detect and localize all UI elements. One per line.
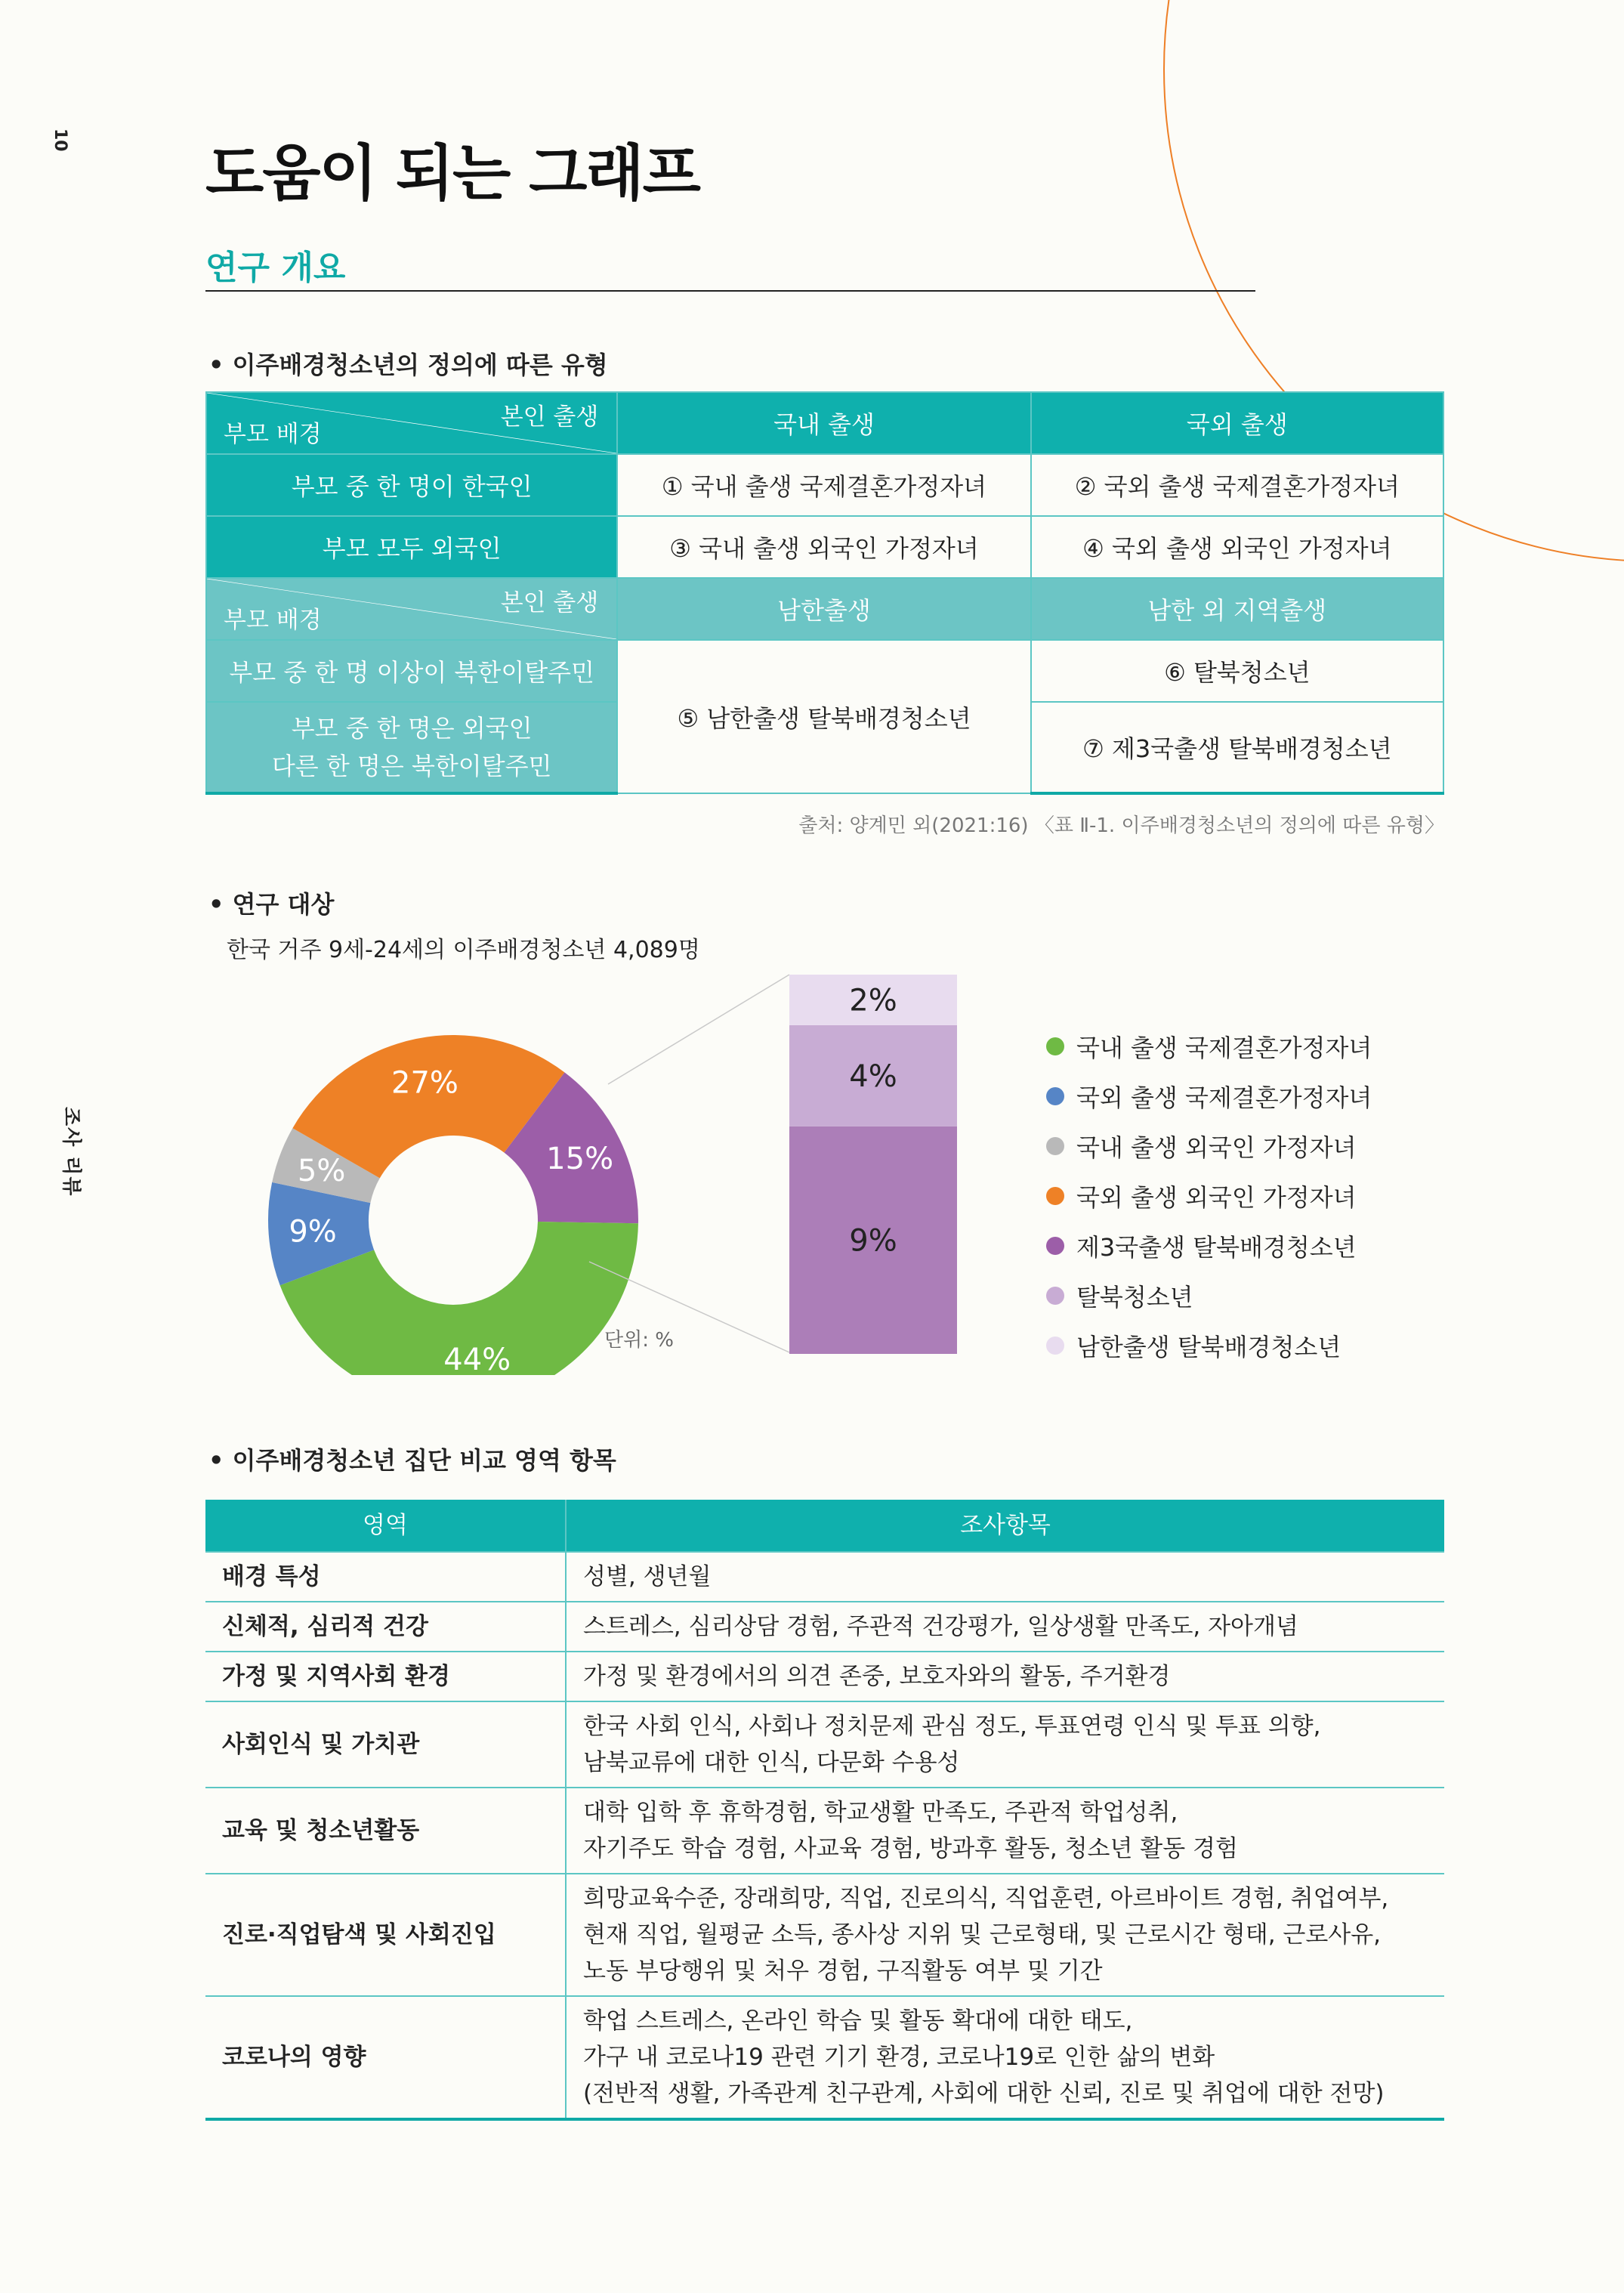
items-line: 노동 부당행위 및 처우 경험, 구직활동 여부 및 기간 [583, 1958, 1103, 1985]
items-cell [566, 1701, 1444, 1788]
legend-label: 국내 출생 국제결혼가정자녀 [1076, 1034, 1372, 1062]
legend-item [1046, 1021, 1372, 1071]
items-line: 성별, 생년월 [583, 1563, 712, 1590]
bar-segment-label: 2% [849, 983, 897, 1018]
items-line: 대학 입학 후 휴학경험, 학교생활 만족도, 주관적 학업성취, [583, 1799, 1178, 1826]
items-line: 남북교류에 대한 인식, 다문화 수용성 [583, 1749, 960, 1776]
legend-swatch [1046, 1237, 1064, 1255]
donut-slice-label: 9% [289, 1214, 337, 1250]
items-line: 희망교육수준, 장래희망, 직업, 진로의식, 직업훈련, 아르바이트 경험, 취업여부, [583, 1885, 1389, 1912]
table-row [205, 1652, 1444, 1701]
legend-swatch [1046, 1087, 1064, 1105]
col-header-domestic: 국내 출생 [617, 392, 1030, 454]
types-heading: • 이주배경청소년의 정의에 따른 유형 [208, 346, 608, 381]
table-row [205, 1701, 1444, 1788]
col-header-items: 조사항목 [566, 1500, 1444, 1552]
corner-top-label: 본인 출생 [500, 589, 599, 617]
compare-table [205, 1500, 1444, 2121]
area-cell: 배경 특성 [205, 1552, 566, 1602]
donut-breakdown-chart [0, 952, 1624, 1375]
chart-legend [1046, 1021, 1372, 1371]
unit-label: 단위: % [604, 1329, 674, 1352]
types-table [205, 391, 1444, 795]
bar-segment-label: 4% [849, 1058, 897, 1094]
corner-bottom-label: 부모 배경 [224, 421, 322, 448]
legend-label: 국내 출생 외국인 가정자녀 [1076, 1133, 1357, 1162]
items-line: 학업 스트레스, 온라인 학습 및 활동 확대에 대한 태도, [583, 2007, 1133, 2035]
legend-item [1046, 1171, 1372, 1221]
items-line: 가정 및 환경에서의 의견 존중, 보호자와의 활동, 주거환경 [583, 1663, 1171, 1690]
items-cell [566, 1552, 1444, 1602]
col-header-south-born: 남한출생 [617, 578, 1030, 640]
target-description: 한국 거주 9세-24세의 이주배경청소년 4,089명 [227, 937, 700, 963]
compare-heading: • 이주배경청소년 집단 비교 영역 항목 [208, 1442, 616, 1476]
side-section-label: 조사 리뷰 [60, 1107, 82, 1197]
legend-label: 국외 출생 외국인 가정자녀 [1076, 1183, 1357, 1212]
area-cell: 신체적, 심리적 건강 [205, 1602, 566, 1652]
target-heading: • 연구 대상 [208, 885, 334, 920]
page-title: 도움이 되는 그래프 [205, 138, 699, 209]
legend-swatch [1046, 1037, 1064, 1055]
bar-segment-label: 9% [849, 1223, 897, 1259]
table-cell: ⑦ 제3국출생 탈북배경청소년 [1031, 702, 1443, 793]
items-line: (전반적 생활, 가족관계 친구관계, 사회에 대한 신뢰, 진로 및 취업에 대한 전망) [583, 2080, 1385, 2107]
area-cell: 교육 및 청소년활동 [205, 1788, 566, 1874]
area-cell: 진로·직업탐색 및 사회진입 [205, 1874, 566, 1996]
col-header-overseas: 국외 출생 [1031, 392, 1443, 454]
table-cell: ④ 국외 출생 외국인 가정자녀 [1031, 516, 1443, 578]
table-cell: ⑤ 남한출생 탈북배경청소년 [617, 640, 1030, 793]
table-cell: ② 국외 출생 국제결혼가정자녀 [1031, 454, 1443, 516]
items-cell [566, 1788, 1444, 1874]
area-cell: 코로나의 영향 [205, 1996, 566, 2119]
section-title: 연구 개요 [205, 249, 346, 287]
legend-swatch [1046, 1337, 1064, 1355]
items-cell [566, 1602, 1444, 1652]
items-cell [566, 1652, 1444, 1701]
corner-top-label: 본인 출생 [500, 403, 599, 431]
items-line: 스트레스, 심리상담 경험, 주관적 건강평가, 일상생활 만족도, 자아개념 [583, 1613, 1298, 1640]
section-divider [205, 290, 1255, 292]
legend-item [1046, 1271, 1372, 1321]
area-cell: 사회인식 및 가치관 [205, 1701, 566, 1788]
row-label-line: 다른 한 명은 북한이탈주민 [271, 752, 552, 780]
table-cell: ⑥ 탈북청소년 [1031, 640, 1443, 702]
corner-bottom-label: 부모 배경 [224, 607, 322, 634]
items-cell [566, 1874, 1444, 1996]
items-line: 한국 사회 인식, 사회나 정치문제 관심 정도, 투표연령 인식 및 투표 의향, [583, 1713, 1321, 1740]
table-row [205, 1874, 1444, 1996]
row-label: 부모 중 한 명 이상이 북한이탈주민 [206, 640, 617, 702]
page-number: 10 [51, 128, 69, 152]
legend-swatch [1046, 1287, 1064, 1305]
items-line: 가구 내 코로나19 관련 기기 환경, 코로나19로 인한 삶의 변화 [583, 2044, 1215, 2071]
table-row [205, 1602, 1444, 1652]
legend-item [1046, 1321, 1372, 1371]
col-header-outside-born: 남한 외 지역출생 [1031, 578, 1443, 640]
table-row [205, 1552, 1444, 1602]
col-header-area: 영역 [205, 1500, 566, 1552]
table-row [205, 1788, 1444, 1874]
area-cell: 가정 및 지역사회 환경 [205, 1652, 566, 1701]
donut-slice-label: 44% [443, 1342, 511, 1375]
connector-line [608, 975, 789, 1084]
items-line: 현재 직업, 월평균 소득, 종사상 지위 및 근로형태, 및 근로시간 형태, 근로사유, [583, 1921, 1382, 1948]
row-label: 부모 모두 외국인 [206, 516, 617, 578]
legend-label: 국외 출생 국제결혼가정자녀 [1076, 1083, 1372, 1112]
table-row [205, 1996, 1444, 2119]
table-cell: ③ 국내 출생 외국인 가정자녀 [617, 516, 1030, 578]
legend-item [1046, 1071, 1372, 1121]
items-line: 자기주도 학습 경험, 사교육 경험, 방과후 활동, 청소년 활동 경험 [583, 1835, 1238, 1862]
legend-label: 제3국출생 탈북배경청소년 [1076, 1233, 1357, 1262]
row-label: 부모 중 한 명이 한국인 [206, 454, 617, 516]
items-cell [566, 1996, 1444, 2119]
legend-label: 남한출생 탈북배경청소년 [1076, 1333, 1341, 1361]
table-corner-header [206, 392, 617, 454]
legend-item [1046, 1221, 1372, 1271]
legend-label: 탈북청소년 [1076, 1283, 1193, 1312]
row-label [206, 702, 617, 793]
legend-swatch [1046, 1187, 1064, 1205]
donut-slice-label: 15% [546, 1142, 614, 1177]
table-cell: ① 국내 출생 국제결혼가정자녀 [617, 454, 1030, 516]
legend-swatch [1046, 1137, 1064, 1155]
table-source: 출처: 양계민 외(2021:16) 〈표 Ⅱ-1. 이주배경청소년의 정의에 따른 유형〉 [798, 814, 1444, 837]
donut-slice-label: 5% [297, 1153, 346, 1188]
table-corner-header [206, 578, 617, 640]
row-label-line: 부모 중 한 명은 외국인 [291, 714, 533, 743]
donut-slice-label: 27% [391, 1065, 458, 1101]
legend-item [1046, 1121, 1372, 1171]
